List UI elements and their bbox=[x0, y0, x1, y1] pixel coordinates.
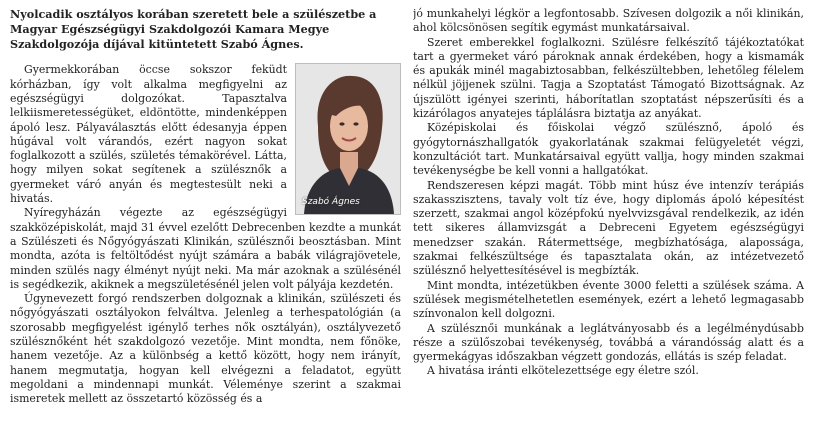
paragraph-continued: jó munkahelyi légkör a legfontosabb. Szívesen dolgozik a női klinikán, ahol kölcsönösen segítik egymást munkatársaival. bbox=[413, 7, 804, 35]
paragraph: Gyermekkorában öccse sokszor feküdt kórházban, így volt alkalma megfigyelni az egészségügyi dolgozókat. Tapasztalva lelkiismeretességüket, eldöntötte, mindenképpen ápoló lesz. Pályaválasztás előtt édesanyja éppen húgával volt várandós, ezért nagyon sokat foglalkozott a szülés, születés témakörével. Látta, hogy milyen sokat segítenek a szülésznők a gyermeket váró anyán és megtestesült neki a hivatás. bbox=[10, 63, 287, 206]
article-column-right bbox=[413, 7, 804, 435]
paragraph: Nyíregyházán végezte az egészségügyi szakközépiskolát, majd 31 évvel ezelőtt Debrecenben kezdte a munkát a Szülészeti és Nőgyógyászati Klinikán, szülésznői beosztásban. Mint mondta, azóta is feltöltődést nyújt számára a babák világrajövetele, minden szülés nagy élményt nyújt neki. Ma már azoknak a szülésénél is segédkezik, akiknek a megszületésénél jelen volt pályája kezdetén. bbox=[10, 206, 401, 291]
article-lead: Nyolcadik osztályos korában szeretett bele a szülészetbe a Magyar Egészségügyi Szakdolgozói Kamara Megye Szakdolgozója díjával kitüntetett Szabó Ágnes. bbox=[10, 7, 377, 51]
paragraph: Középiskolai és főiskolai végző szülésznő, ápoló és gyógytornászhallgatók gyakorlatának szakmai felügyeletét végzi, konzultációt tart. Munkatársaival együtt vallja, hogy minden szakmai tevékenységbe be kell vonni a hallgatókat. bbox=[413, 121, 804, 178]
portrait-photo bbox=[295, 63, 401, 215]
paragraph: A hivatása iránti elkötelezettsége egy életre szól. bbox=[427, 364, 699, 378]
article-column-left bbox=[10, 7, 401, 435]
portrait-illustration bbox=[296, 64, 400, 214]
photo-caption: Szabó Ágnes bbox=[302, 197, 360, 208]
paragraph: Úgynevezett forgó rendszerben dolgoznak a klinikán, szülészeti és nőgyógyászati osztályokon felváltva. Jelenleg a terhespatológián (a szorosabb megfigyelést igénylő terhes nők osztályán), osztályvezető szülésznőként hét szakdolgozó vezetője. Mint mondta, nem főnöke, hanem vezetője. Az a különbség a kettő között, hogy nem irányít, hanem megmutatja, hogyan kell elvégezni a feladatot, együtt megoldani a mindennapi munkát. Véleménye szerint a szakmai ismeretek mellett az összetartó közösség és a bbox=[10, 292, 401, 406]
paragraph: Szeret emberekkel foglalkozni. Szülésre felkészítő tájékoztatókat tart a gyermeket váró pároknak annak érdekében, hogy a kismamák és apukák minél magabiztosabban, felkészültebben, lehetőleg félelem nélkül jöjjenek szülni. Tagja a Szoptatást Támogató Bizottságnak. Az újszülött igényei szerinti, háborítatlan szoptatást népszerűsíti és a kizárólagos anyatejes táplálásra biztatja az anyákat. bbox=[413, 35, 804, 121]
paragraph: Mint mondta, intézetükben évente 3000 feletti a szülések száma. A szülések megismételhetetlen események, ezért a lehető legmagasabb színvonalon kell dolgozni. bbox=[413, 278, 804, 321]
paragraph: Rendszeresen képzi magát. Több mint húsz éve intenzív terápiás szakasszisztens, tavaly volt tíz éve, hogy diplomás ápoló képesítést szerzett, szakmai angol középfokú nyelvvizsgával rendelkezik, az idén tett sikeres államvizsgát a Debreceni Egyetem egészségügyi menedzser szakán. Rátermettsége, megbízhatósága, alapossága, szakmai felkészültsége és tapasztalata okán, az intézetvezető szülésznő helyettesítésével is megbízták. bbox=[413, 178, 804, 278]
paragraph: A szülésznői munkának a leglátványosabb és a legélménydúsabb része a szülőszobai tevékenység, továbbá a várandósság alatt és a gyermekágyas időszakban végzett gondozás, ellátás is szép feladat. bbox=[413, 321, 804, 364]
